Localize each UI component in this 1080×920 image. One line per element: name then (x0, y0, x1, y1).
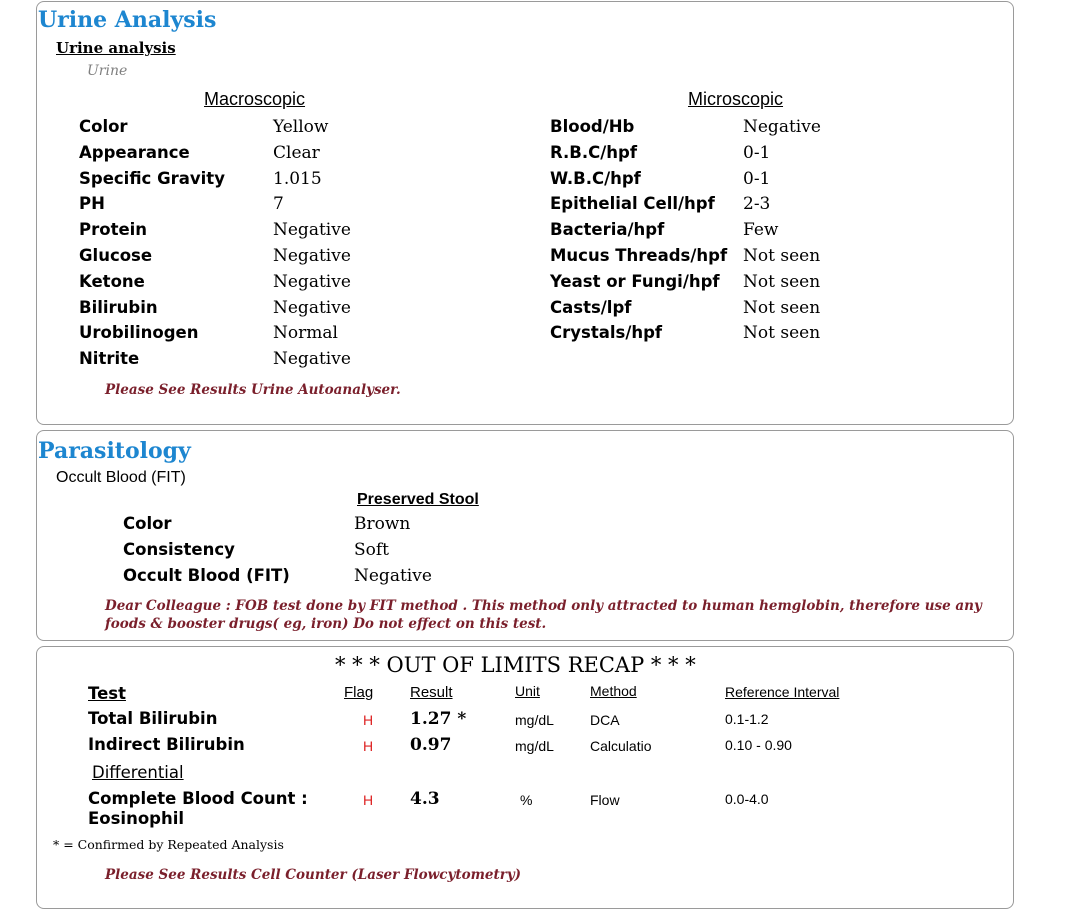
macro-value: Negative (273, 220, 351, 241)
out-of-limits-panel (36, 646, 1014, 909)
parasitology-section-title: Parasitology (38, 438, 191, 464)
micro-label: Crystals/hpf (550, 323, 663, 343)
fit-method-note-line2: foods & booster drugs( eg, iron) Do not effect on this test. (105, 616, 547, 632)
confirmed-footnote: * = Confirmed by Repeated Analysis (53, 837, 284, 852)
micro-value: 0-1 (743, 142, 771, 163)
macro-value: Normal (273, 323, 338, 344)
macro-label: Appearance (79, 142, 190, 162)
stool-value: Soft (354, 539, 390, 560)
micro-value: Few (743, 220, 779, 241)
macro-value: 7 (273, 194, 284, 215)
micro-label: Bacteria/hpf (550, 220, 665, 240)
micro-label: W.B.C/hpf (550, 168, 641, 188)
macro-label: PH (79, 194, 105, 214)
recap-unit: mg/dL (515, 738, 554, 754)
recap-reference-interval: 0.1-1.2 (725, 711, 769, 727)
stool-label: Occult Blood (FIT) (123, 565, 290, 585)
macro-value: Negative (273, 349, 351, 370)
macro-label: Protein (79, 220, 148, 240)
macro-value: Negative (273, 246, 351, 266)
urine-section-title: Urine Analysis (38, 7, 217, 33)
preserved-stool-header: Preserved Stool (357, 491, 479, 508)
header-method: Method (590, 683, 637, 699)
macro-label: Bilirubin (79, 297, 158, 317)
cbc-flag: H (363, 792, 374, 808)
micro-value: Not seen (743, 271, 821, 292)
recap-result: 1.27 * (410, 709, 467, 729)
micro-label: R.B.C/hpf (550, 142, 637, 162)
stool-label: Color (123, 514, 172, 533)
cbc-result: 4.3 (410, 789, 440, 809)
recap-unit: mg/dL (515, 712, 554, 728)
recap-test-name: Indirect Bilirubin (88, 735, 245, 754)
macro-value: Clear (273, 142, 320, 163)
recap-flag: H (363, 738, 374, 754)
macro-value: 1.015 (273, 168, 322, 189)
micro-label: Yeast or Fungi/hpf (550, 271, 720, 291)
header-reference-interval: Reference Interval (725, 684, 840, 700)
micro-label: Blood/Hb (550, 117, 635, 136)
micro-label: Casts/lpf (550, 297, 632, 317)
macro-label: Color (79, 117, 128, 136)
micro-value: Not seen (743, 246, 821, 266)
recap-flag: H (363, 712, 374, 728)
stool-label: Consistency (123, 539, 235, 559)
header-test: Test (88, 684, 126, 703)
micro-value: Negative (743, 117, 821, 137)
urine-analysis-panel (36, 1, 1014, 425)
urine-specimen-label: Urine (87, 63, 128, 79)
micro-value: 0-1 (743, 168, 771, 189)
macroscopic-header: Macroscopic (204, 89, 306, 109)
micro-value: 2-3 (743, 194, 771, 215)
macro-value: Negative (273, 297, 351, 318)
header-flag: Flag (344, 684, 374, 701)
recap-method: DCA (590, 712, 620, 728)
micro-value: Not seen (743, 297, 821, 318)
recap-reference-interval: 0.10 - 0.90 (725, 737, 792, 753)
macro-value: Yellow (273, 117, 329, 137)
macro-label: Nitrite (79, 349, 140, 369)
micro-label: Mucus Threads/hpf (550, 246, 728, 265)
cell-counter-note: Please See Results Cell Counter (Laser Flowcytometry) (105, 867, 522, 883)
header-unit: Unit (515, 683, 540, 699)
stool-value: Brown (354, 514, 411, 534)
recap-test-name: Total Bilirubin (88, 709, 218, 728)
micro-value: Not seen (743, 323, 821, 344)
urine-subtitle: Urine analysis (56, 39, 176, 57)
fit-method-note-line1: Dear Colleague : FOB test done by FIT method . This method only attracted to human hemglobin, therefore use any (105, 598, 982, 614)
cbc-method: Flow (590, 792, 620, 808)
cbc-test-name-line1: Complete Blood Count : (88, 789, 308, 808)
urine-autoanalyser-note: Please See Results Urine Autoanalyser. (105, 382, 401, 398)
parasitology-panel (36, 430, 1014, 641)
macro-label: Urobilinogen (79, 323, 199, 343)
header-result: Result (410, 684, 453, 701)
cbc-unit: % (520, 792, 533, 808)
cbc-reference-interval: 0.0-4.0 (725, 791, 769, 807)
recap-result: 0.97 (410, 735, 452, 755)
occult-blood-subtitle: Occult Blood (FIT) (56, 469, 186, 486)
macro-label: Glucose (79, 246, 153, 265)
macro-label: Specific Gravity (79, 168, 225, 188)
micro-label: Epithelial Cell/hpf (550, 194, 715, 214)
microscopic-header: Microscopic (688, 89, 784, 109)
macro-value: Negative (273, 271, 351, 292)
macro-label: Ketone (79, 271, 145, 291)
cbc-test-name-line2: Eosinophil (88, 809, 185, 828)
differential-group-label: Differential (92, 763, 184, 782)
recap-method: Calculatio (590, 738, 652, 754)
stool-value: Negative (354, 565, 432, 586)
recap-title: * * * OUT OF LIMITS RECAP * * * (335, 653, 696, 677)
